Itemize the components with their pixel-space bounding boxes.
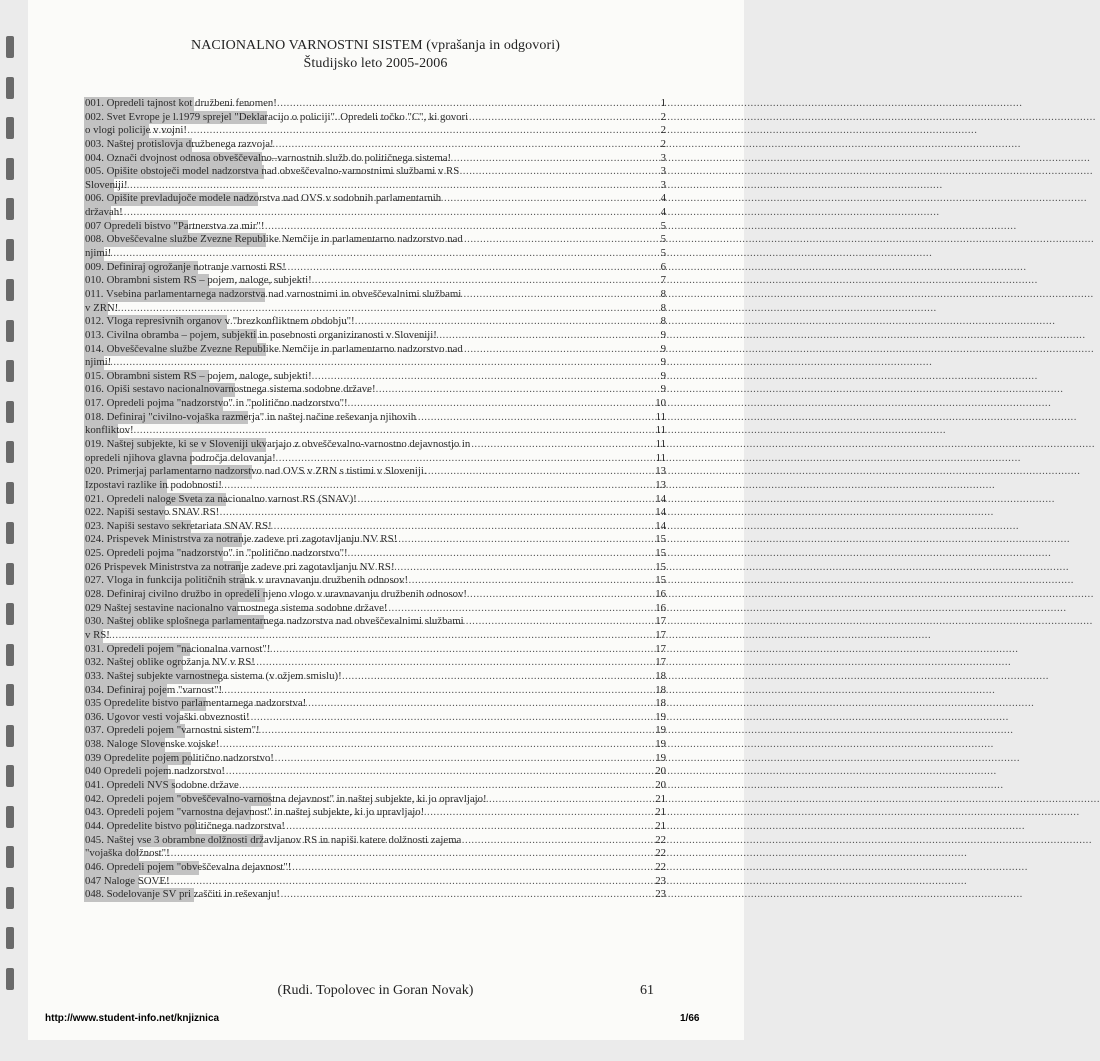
toc-entry-text: v ZRN! xyxy=(85,301,119,314)
toc-entry[interactable] xyxy=(84,465,666,479)
toc-leader-dots xyxy=(265,288,659,302)
toc-entry[interactable] xyxy=(84,438,666,452)
toc-entry[interactable] xyxy=(84,152,666,166)
toc-entry[interactable] xyxy=(84,738,666,752)
toc-page-number: 14 xyxy=(655,492,666,505)
binding-hole xyxy=(6,887,14,909)
toc-page-number: 21 xyxy=(655,806,666,819)
footer-url-link[interactable]: http://www.student-info.net/knjiznica xyxy=(45,1013,220,1024)
toc-entry-text: "vojaška dolžnost"! xyxy=(85,847,170,860)
toc-page-number: 16 xyxy=(655,601,666,614)
toc-leader-dots xyxy=(241,561,655,575)
toc-entry-text: državah! xyxy=(85,206,123,219)
toc-entry[interactable] xyxy=(84,534,666,548)
toc-entry-text: 033. Naštej subjekte varnostnega sistema (v ožjem smislu)! xyxy=(85,669,342,682)
toc-entry[interactable] xyxy=(84,397,666,411)
toc-leader-dots xyxy=(192,452,654,466)
toc-entry-text: 031. Opredeli pojem "nacionalna varnost"! xyxy=(85,642,271,655)
toc-page-number: 9 xyxy=(660,342,666,355)
toc-page-number: 15 xyxy=(655,533,666,546)
toc-entry-text: 048. Sodelovanje SV pri zaščiti in reševanju! xyxy=(85,888,281,901)
toc-entry[interactable] xyxy=(84,179,666,193)
toc-entry-text: 017. Opredeli pojma "nadzorstvo" in "politično nadzorstvo"! xyxy=(85,397,348,410)
toc-leader-dots xyxy=(191,752,654,766)
toc-entry-text: 008. Obveščevalne službe Zvezne Republike Nemčije in parlamentarno nadzorstvo nad xyxy=(85,233,463,246)
toc-entry[interactable] xyxy=(84,356,666,370)
toc-page-number: 9 xyxy=(660,383,666,396)
toc-entry[interactable] xyxy=(84,192,666,206)
toc-leader-dots xyxy=(139,847,655,861)
toc-leader-dots xyxy=(220,670,654,684)
toc-page-number: 23 xyxy=(655,874,666,887)
toc-leader-dots xyxy=(168,765,654,779)
toc-entry[interactable] xyxy=(84,206,666,220)
toc-page-number: 20 xyxy=(655,765,666,778)
toc-entry-text: 022. Napiši sestavo SNAV RS! xyxy=(85,506,220,519)
toc-entry-text: 014. Obveščevalne službe Zvezne Republike Nemčije in parlamentarno nadzorstvo nad xyxy=(85,342,463,355)
toc-leader-dots xyxy=(114,179,660,193)
toc-leader-dots xyxy=(104,247,660,261)
binding-hole xyxy=(6,158,14,180)
toc-leader-dots xyxy=(245,574,654,588)
toc-leader-dots xyxy=(235,383,660,397)
toc-entry[interactable] xyxy=(84,629,666,643)
toc-entry-text: 025. Opredeli pojma "nadzorstvo" in "politično nadzorstvo"! xyxy=(85,547,348,560)
binding-hole xyxy=(6,441,14,463)
toc-page-number: 15 xyxy=(655,547,666,560)
footer-authors: (Rudi. Topolovec in Goran Novak) xyxy=(277,983,474,998)
toc-entry[interactable] xyxy=(84,520,666,534)
toc-entry-text: Izpostavi razlike in podobnosti! xyxy=(85,478,223,491)
toc-page-number: 2 xyxy=(660,124,666,137)
toc-entry-text: 019. Naštej subjekte, ki se v Sloveniji ukvarjajo z obveščevalno-varnostno dejavnostjo in xyxy=(85,438,471,450)
toc-page-number: 19 xyxy=(655,724,666,737)
toc-page-number: 2 xyxy=(660,137,666,150)
toc-leader-dots xyxy=(206,697,654,711)
toc-leader-dots xyxy=(238,602,654,616)
toc-entry-text: 038. Naloge Slovenske vojske! xyxy=(85,738,220,751)
toc-page-number: 3 xyxy=(660,165,666,178)
toc-entry[interactable] xyxy=(84,343,666,357)
toc-leader-dots xyxy=(264,615,654,629)
toc-entry-text: 004. Označi dvojnost odnosa obveščevalno–varnostnih služb do političnega sistema! xyxy=(85,151,452,164)
toc-page-number: 2 xyxy=(660,110,666,123)
toc-leader-dots xyxy=(258,192,659,206)
toc-entry[interactable] xyxy=(84,547,666,561)
toc-leader-dots xyxy=(188,220,660,234)
toc-entry[interactable] xyxy=(84,138,666,152)
toc-page-number: 8 xyxy=(660,315,666,328)
toc-entry-text: opredeli njihova glavna področja delovanja! xyxy=(85,451,276,464)
toc-entry-text: 003. Naštej protislovja družbenega razvoja! xyxy=(85,137,274,150)
toc-page-number: 13 xyxy=(655,478,666,491)
toc-leader-dots xyxy=(167,684,655,698)
toc-entry[interactable] xyxy=(84,370,666,384)
table-of-contents xyxy=(84,97,666,902)
toc-entry-text: 042. Opredeli pojem "obveščevalno-varnostna dejavnost" in naštej subjekte, ki jo opravljajo! xyxy=(85,792,487,805)
binding-hole xyxy=(6,684,14,706)
toc-entry[interactable] xyxy=(84,383,666,397)
toc-entry[interactable] xyxy=(84,274,666,288)
footer-page-number: 61 xyxy=(640,983,654,998)
toc-leader-dots xyxy=(149,124,660,138)
toc-page-number: 3 xyxy=(660,151,666,164)
toc-page-number: 19 xyxy=(655,738,666,751)
toc-page-number: 19 xyxy=(655,751,666,764)
toc-entry-text: 046. Opredeli pojem "obveščevalna dejavnost"! xyxy=(85,860,292,873)
toc-page-number: 21 xyxy=(655,792,666,805)
binding-hole xyxy=(6,117,14,139)
toc-entry-text: 012. Vloga represivnih organov v "brezkonfliktnem obdobju"! xyxy=(85,315,355,328)
toc-page-number: 6 xyxy=(660,260,666,273)
toc-leader-dots xyxy=(266,438,654,452)
document-subtitle: Študijsko leto 2005-2006 xyxy=(303,56,448,71)
binding-hole xyxy=(6,401,14,423)
toc-entry-text: 036. Ugovor vesti vojaški obveznosti! xyxy=(85,710,250,723)
toc-entry[interactable] xyxy=(84,302,666,316)
binding-hole xyxy=(6,360,14,382)
toc-leader-dots xyxy=(167,479,655,493)
toc-leader-dots xyxy=(190,643,654,657)
toc-entry[interactable] xyxy=(84,615,666,629)
toc-entry-text: 007 Opredeli bistvo "Partnerstva za mir"! xyxy=(85,219,265,232)
toc-leader-dots xyxy=(223,397,654,411)
toc-page-number: 22 xyxy=(655,860,666,873)
toc-entry[interactable] xyxy=(84,588,666,602)
toc-entry-text: 013. Civilna obramba – pojem, subjekti in posebnosti organiziranosti v Sloveniji! xyxy=(85,328,437,341)
toc-entry-text: 021. Opredeli naloge Sveta za nacionalno varnost RS (SNAV)! xyxy=(85,492,357,505)
toc-page-number: 22 xyxy=(655,833,666,846)
toc-page-number: 17 xyxy=(655,656,666,669)
toc-entry-text: 032. Naštej oblike ogrožanja NV v RS! xyxy=(85,656,255,669)
toc-entry-text: 016. Opiši sestavo nacionalnovarnostnega sistema sodobne države! xyxy=(85,383,376,396)
toc-entry[interactable] xyxy=(84,424,666,438)
toc-leader-dots xyxy=(263,834,654,848)
toc-leader-dots xyxy=(266,233,660,247)
toc-page-number: 8 xyxy=(660,287,666,300)
binding-holes xyxy=(0,0,28,1061)
toc-entry[interactable] xyxy=(84,261,666,275)
toc-entry-text: konfliktov! xyxy=(85,424,134,437)
binding-hole xyxy=(6,279,14,301)
toc-entry-text: 026 Prispevek Ministrstva za notranje zadeve pri zagotavljanju NV RS! xyxy=(85,560,395,573)
binding-hole xyxy=(6,320,14,342)
toc-entry-text: 041. Opredeli NVS sodobne države xyxy=(85,779,239,792)
toc-entry-text: 006. Opišite prevladujoče modele nadzorstva nad OVS v sodobnih parlamentarnih xyxy=(85,192,442,205)
binding-hole xyxy=(6,563,14,585)
toc-page-number: 18 xyxy=(655,697,666,710)
toc-page-number: 3 xyxy=(660,178,666,191)
toc-entry-text: 040 Opredeli pojem nadzorstvo! xyxy=(85,765,226,778)
binding-hole xyxy=(6,198,14,220)
toc-entry-text: 015. Obrambni sistem RS – pojem, naloge, subjekti! xyxy=(85,369,312,382)
toc-entry[interactable] xyxy=(84,493,666,507)
toc-entry-text: 035 Opredelite bistvo parlamentarnega nadzorstva! xyxy=(85,697,307,710)
toc-page-number: 5 xyxy=(660,233,666,246)
binding-hole xyxy=(6,522,14,544)
toc-page-number: 5 xyxy=(660,247,666,260)
toc-leader-dots xyxy=(199,861,654,875)
binding-hole xyxy=(6,77,14,99)
toc-page-number: 5 xyxy=(660,219,666,232)
toc-leader-dots xyxy=(267,111,659,125)
toc-entry[interactable] xyxy=(84,602,666,616)
toc-page-number: 15 xyxy=(655,560,666,573)
toc-page-number: 7 xyxy=(660,274,666,287)
toc-page-number: 17 xyxy=(655,628,666,641)
toc-leader-dots xyxy=(111,206,660,220)
toc-entry-text: 001. Opredeli tajnost kot družbeni fenomen! xyxy=(85,96,277,109)
toc-entry[interactable] xyxy=(84,752,666,766)
toc-entry-text: 030. Naštej oblike splošnega parlamentarnega nadzorstva nad obveščevalnimi službami xyxy=(85,615,464,628)
toc-entry[interactable] xyxy=(84,793,666,807)
toc-entry-text: 029 Naštej sestavine nacionalno varnostnega sistema sodobne države! xyxy=(85,601,388,614)
toc-leader-dots xyxy=(252,465,654,479)
toc-page-number: 11 xyxy=(655,410,666,423)
toc-page-number: 9 xyxy=(660,328,666,341)
toc-page-number: 15 xyxy=(655,574,666,587)
toc-entry[interactable] xyxy=(84,875,666,889)
toc-page-number: 8 xyxy=(660,301,666,314)
toc-leader-dots xyxy=(248,411,654,425)
toc-entry[interactable] xyxy=(84,847,666,861)
toc-entry[interactable] xyxy=(84,779,666,793)
toc-leader-dots xyxy=(264,165,659,179)
toc-entry[interactable] xyxy=(84,656,666,670)
document-title: NACIONALNO VARNOSTNI SISTEM (vprašanja in odgovori) xyxy=(191,38,560,53)
toc-entry[interactable] xyxy=(84,452,666,466)
toc-entry[interactable] xyxy=(84,165,666,179)
toc-entry-text: 002. Svet Evrope je l.1979 sprejel "Deklaracijo o policiji". Opredeli točko "C", ki govori xyxy=(85,110,469,123)
toc-entry[interactable] xyxy=(84,765,666,779)
toc-leader-dots xyxy=(271,793,654,807)
toc-page-number: 16 xyxy=(655,588,666,601)
toc-entry-text: 043. Opredeli pojem "varnostna dejavnost" in naštej subjekte, ki jo upravljajo! xyxy=(85,806,425,819)
toc-page-number: 17 xyxy=(655,615,666,628)
toc-page-number: 19 xyxy=(655,710,666,723)
toc-page-number: 18 xyxy=(655,683,666,696)
toc-entry-text: 039 Opredelite pojem politično nadzorstvo! xyxy=(85,751,274,764)
binding-hole xyxy=(6,765,14,787)
toc-page-number: 1 xyxy=(660,96,666,109)
toc-entry[interactable] xyxy=(84,233,666,247)
toc-entry[interactable] xyxy=(84,697,666,711)
toc-leader-dots xyxy=(226,493,654,507)
toc-page-number: 22 xyxy=(655,847,666,860)
toc-page-number: 9 xyxy=(660,356,666,369)
toc-leader-dots xyxy=(104,356,660,370)
toc-leader-dots xyxy=(209,370,659,384)
toc-entry-text: 027. Vloga in funkcija političnih strank v uravnavanju družbenih odnosov! xyxy=(85,574,409,587)
binding-hole xyxy=(6,725,14,747)
toc-entry-text: 009. Definiraj ogrožanje notranje varnosti RS! xyxy=(85,260,286,273)
toc-leader-dots xyxy=(192,138,659,152)
toc-leader-dots xyxy=(175,779,654,793)
toc-leader-dots xyxy=(180,711,654,725)
toc-leader-dots xyxy=(227,315,660,329)
toc-entry[interactable] xyxy=(84,315,666,329)
toc-page-number: 4 xyxy=(660,206,666,219)
toc-entry-text: 024. Prispevek Ministrstva za notranje zadeve pri zagotavljanju NV RS! xyxy=(85,533,398,546)
toc-entry-text: 037. Opredeli pojem "varnostni sistem"! xyxy=(85,724,260,737)
toc-entry[interactable] xyxy=(84,124,666,138)
binding-hole xyxy=(6,806,14,828)
toc-entry[interactable] xyxy=(84,888,666,902)
toc-leader-dots xyxy=(262,152,660,166)
toc-entry-text: o vlogi policije v vojni! xyxy=(85,124,187,137)
toc-entry[interactable] xyxy=(84,670,666,684)
toc-page-number: 18 xyxy=(655,669,666,682)
toc-leader-dots xyxy=(265,588,654,602)
toc-leader-dots xyxy=(185,724,654,738)
toc-entry[interactable] xyxy=(84,806,666,820)
binding-hole xyxy=(6,927,14,949)
toc-entry[interactable] xyxy=(84,247,666,261)
toc-leader-dots xyxy=(103,629,655,643)
toc-page-number: 4 xyxy=(660,192,666,205)
toc-entry-text: 047 Naloge SOVE! xyxy=(85,874,170,887)
toc-page-number: 13 xyxy=(655,465,666,478)
toc-leader-dots xyxy=(223,547,654,561)
toc-entry[interactable] xyxy=(84,574,666,588)
toc-entry-text: 044. Opredelite bistvo političnega nadzorstva! xyxy=(85,819,285,832)
binding-hole xyxy=(6,239,14,261)
toc-entry[interactable] xyxy=(84,643,666,657)
toc-entry[interactable] xyxy=(84,220,666,234)
toc-entry[interactable] xyxy=(84,506,666,520)
toc-leader-dots xyxy=(194,888,654,902)
toc-leader-dots xyxy=(242,533,655,547)
pdf-page-count: 1/66 xyxy=(680,1013,700,1024)
toc-entry[interactable] xyxy=(84,561,666,575)
toc-entry-text: 023. Napiši sestavo sekretariata SNAV RS! xyxy=(85,519,272,532)
toc-entry-text: njimi! xyxy=(85,356,112,369)
toc-entry[interactable] xyxy=(84,684,666,698)
toc-leader-dots xyxy=(139,875,655,889)
toc-page-number: 10 xyxy=(655,397,666,410)
toc-page-number: 20 xyxy=(655,779,666,792)
toc-page-number: 17 xyxy=(655,642,666,655)
toc-entry-text: njimi! xyxy=(85,247,112,260)
toc-leader-dots xyxy=(198,261,660,275)
toc-leader-dots xyxy=(183,656,655,670)
toc-leader-dots xyxy=(194,97,660,111)
toc-entry[interactable] xyxy=(84,724,666,738)
toc-entry[interactable] xyxy=(84,288,666,302)
binding-hole xyxy=(6,644,14,666)
toc-entry-text: 034. Definiraj pojem "varnost"! xyxy=(85,683,223,696)
toc-leader-dots xyxy=(191,520,655,534)
toc-page-number: 9 xyxy=(660,369,666,382)
toc-page-number: 14 xyxy=(655,506,666,519)
toc-entry-text: 020. Primerjaj parlamentarno nadzorstvo nad OVS v ZRN s tistimi v Sloveniji. xyxy=(85,465,427,478)
toc-entry-text: Sloveniji! xyxy=(85,178,128,191)
toc-entry[interactable] xyxy=(84,97,666,111)
toc-leader-dots xyxy=(108,302,659,316)
binding-hole xyxy=(6,482,14,504)
toc-leader-dots xyxy=(196,820,654,834)
toc-entry[interactable] xyxy=(84,711,666,725)
toc-entry-text: 018. Definiraj "civilno-vojaška razmerja" in naštej načine reševanja njihovih xyxy=(85,410,417,423)
toc-entry-text: 005. Opišite obstoječi model nadzorstva nad obveščevalno-varnostnimi službami v RS xyxy=(85,165,460,178)
toc-leader-dots xyxy=(251,806,654,820)
binding-hole xyxy=(6,603,14,625)
toc-leader-dots xyxy=(257,329,660,343)
toc-entry[interactable] xyxy=(84,861,666,875)
toc-entry-text: 011. Vsebina parlamentarnega nadzorstva nad varnostnimi in obveščevalnimi službami xyxy=(85,287,462,300)
toc-leader-dots xyxy=(266,343,660,357)
toc-page-number: 14 xyxy=(655,519,666,532)
toc-entry[interactable] xyxy=(84,479,666,493)
toc-entry[interactable] xyxy=(84,820,666,834)
toc-entry-text: 045. Naštej vse 3 obrambne dolžnosti državljanov RS in napiši katere dolžnosti zajema xyxy=(85,833,462,846)
toc-entry[interactable] xyxy=(84,411,666,425)
toc-entry-text: 028. Definiraj civilno družbo in opredeli njeno vlogo v uravnavanju družbenih odnosov! xyxy=(85,588,467,601)
toc-entry[interactable] xyxy=(84,834,666,848)
toc-page-number: 23 xyxy=(655,888,666,901)
toc-entry-text: 010. Obrambni sistem RS – pojem, naloge, subjekti! xyxy=(85,274,312,287)
toc-page-number: 11 xyxy=(655,451,666,464)
toc-page-number: 21 xyxy=(655,819,666,832)
toc-entry[interactable] xyxy=(84,111,666,125)
binding-hole xyxy=(6,846,14,868)
toc-entry-text: v RS! xyxy=(85,628,110,641)
toc-leader-dots xyxy=(165,738,654,752)
toc-page-number: 11 xyxy=(655,438,666,450)
toc-entry[interactable] xyxy=(84,329,666,343)
toc-leader-dots xyxy=(209,274,659,288)
toc-leader-dots xyxy=(118,424,655,438)
toc-page-number: 11 xyxy=(655,424,666,437)
toc-leader-dots xyxy=(165,506,654,520)
